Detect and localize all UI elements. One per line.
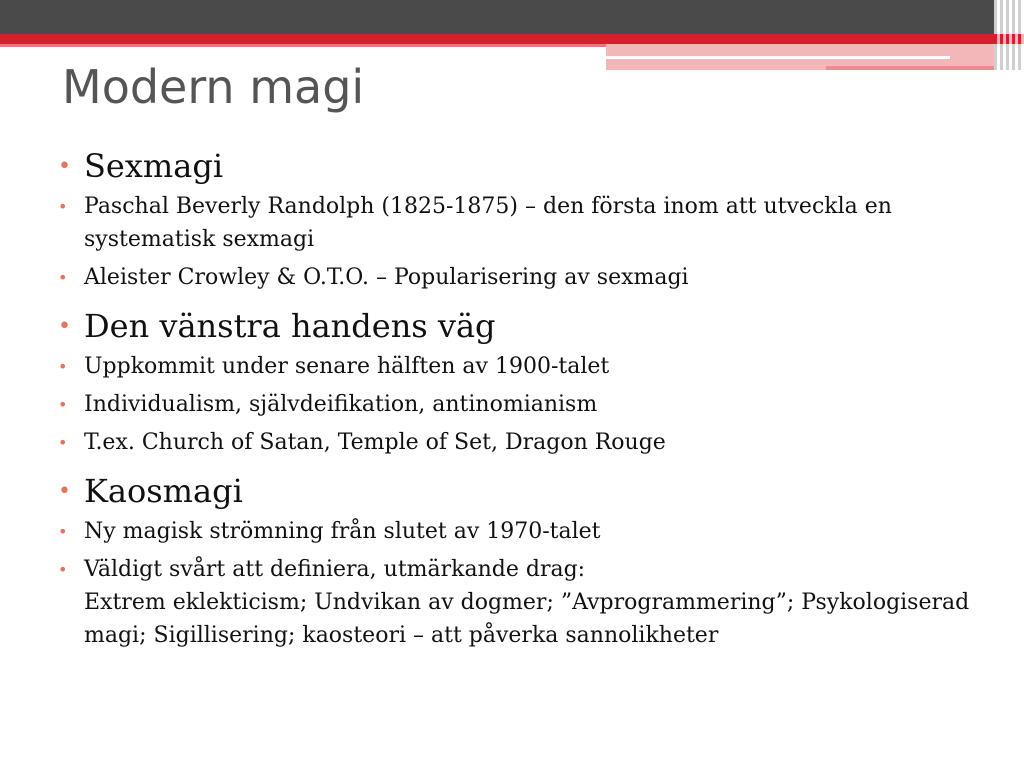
header-decorative-stripes	[994, 0, 1024, 70]
list-item	[54, 426, 984, 459]
bullet-icon: •	[58, 522, 68, 541]
header-red-band	[0, 34, 1024, 44]
list-item	[54, 350, 984, 383]
bullet-icon: •	[58, 395, 68, 414]
bullet-icon: •	[58, 314, 71, 339]
section-heading-text: Kaosmagi	[84, 472, 243, 510]
list-item-intro: Väldigt svårt att definiera, utmärkande drag:	[84, 557, 586, 582]
list-item	[54, 553, 984, 652]
section-sexmagi	[54, 142, 984, 294]
list-item-text: Ny magisk strömning från slutet av 1970-talet	[84, 519, 601, 544]
slide-body	[54, 142, 984, 657]
section-heading	[54, 142, 984, 190]
bullet-icon: •	[58, 197, 68, 216]
section-kaosmagi	[54, 467, 984, 652]
header-red-underline	[0, 44, 606, 47]
slide-title: Modern magi	[62, 60, 365, 114]
list-item-detail: Extrem eklekticism; Undvikan av dogmer; ”Avprogrammering”; Psykologiserad magi; Sigillisering; kaosteori – att påverka sannolikheter	[84, 590, 970, 648]
list-item-text: Paschal Beverly Randolph (1825-1875) – den första inom att utveckla en systematisk sexmagi	[84, 194, 892, 252]
bullet-icon: •	[58, 479, 71, 504]
section-heading	[54, 467, 984, 515]
header-dark-band	[0, 0, 1024, 34]
bullet-icon: •	[58, 268, 68, 287]
section-vanstra-handens-vag	[54, 302, 984, 459]
header-pink-stripe-lower	[826, 66, 1000, 70]
list-item-text: Uppkommit under senare hälften av 1900-talet	[84, 354, 610, 379]
bullet-icon: •	[58, 357, 68, 376]
list-item-text: Aleister Crowley & O.T.O. – Popularisering av sexmagi	[84, 265, 689, 290]
list-item-text: T.ex. Church of Satan, Temple of Set, Dragon Rouge	[84, 430, 666, 455]
section-heading-text: Sexmagi	[84, 147, 224, 185]
list-item	[54, 515, 984, 548]
list-item	[54, 190, 984, 256]
list-item	[54, 388, 984, 421]
bullet-icon: •	[58, 560, 68, 579]
list-item-text: Individualism, självdeifikation, antinomianism	[84, 392, 598, 417]
bullet-icon: •	[58, 154, 71, 179]
list-item	[54, 261, 984, 294]
section-heading-text: Den vänstra handens väg	[84, 307, 496, 345]
section-heading	[54, 302, 984, 350]
header-pink-stripe	[606, 56, 950, 59]
bullet-icon: •	[58, 433, 68, 452]
